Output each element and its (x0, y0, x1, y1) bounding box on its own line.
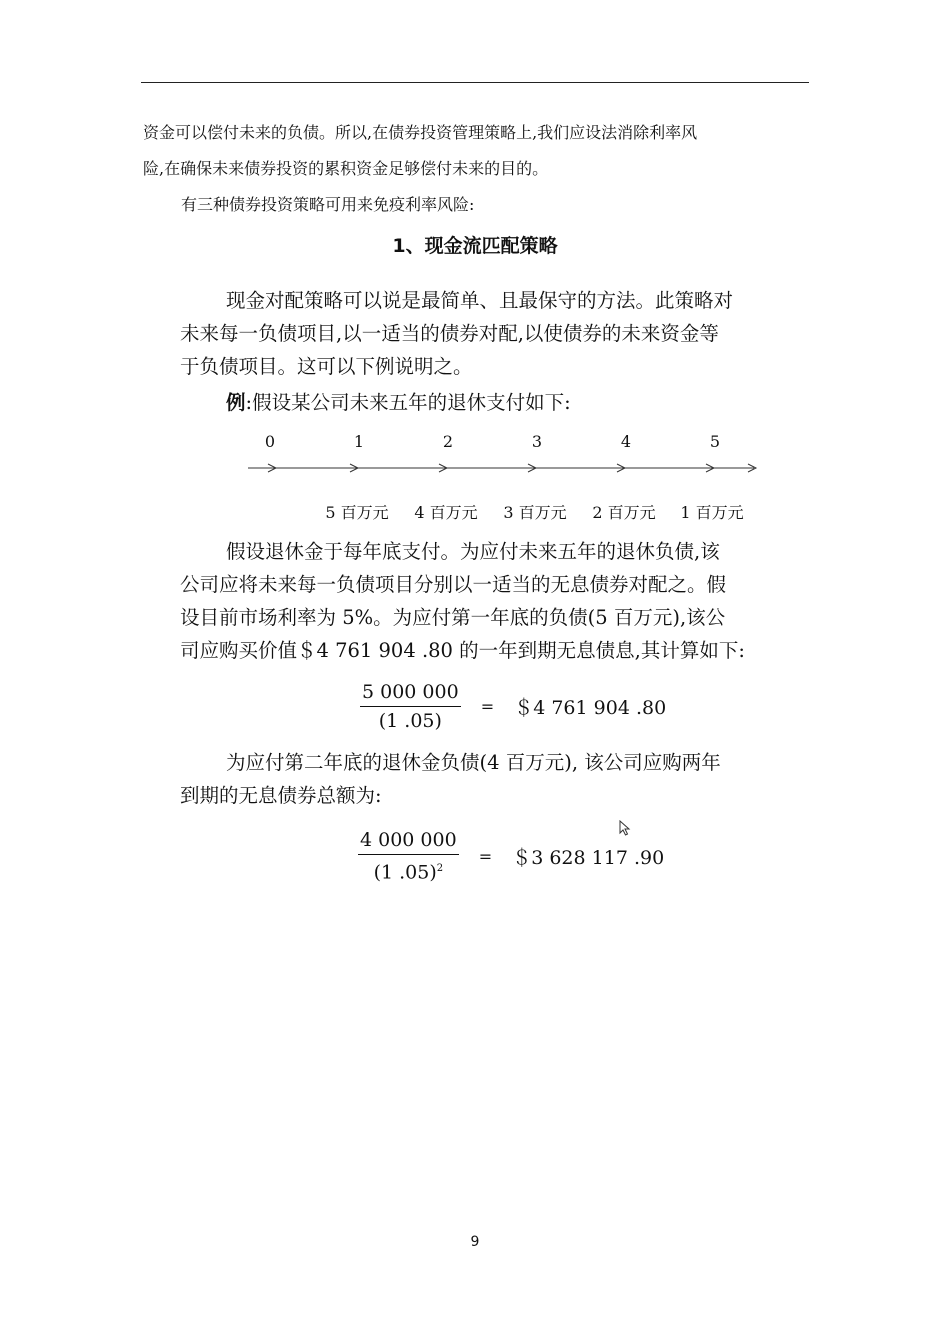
formula-2-equals: = (478, 846, 493, 866)
paragraph-6 (180, 746, 835, 812)
payment-timeline (246, 430, 766, 530)
paragraph-1 (143, 115, 823, 187)
timeline-amount-1: 5 百万元 (325, 503, 389, 522)
timeline-amount-5: 1 百万元 (680, 503, 744, 522)
example-text: :假设某公司未来五年的退休支付如下: (245, 391, 571, 414)
formula-2-result: ＄3 628 117 .90 (512, 846, 665, 869)
paragraph-1-line-1: 资金可以偿付未来的负债。所以,在债券投资管理策略上,我们应设法消除利率风 (143, 123, 698, 142)
formula-1-equals: = (480, 697, 495, 716)
formula-2-numerator: 4 000 000 (358, 828, 459, 855)
timeline-tick-3: 3 (531, 432, 543, 451)
section-heading: 1、现金流匹配策略 (392, 235, 558, 257)
timeline-tick-5: 5 (709, 432, 721, 451)
timeline-amount-4: 2 百万元 (592, 503, 656, 522)
formula-1-denominator: (1 .05) (378, 710, 442, 732)
paragraph-5-line-4: 司应购买价值＄4 761 904 .80 的一年到期无息债息,其计算如下: (180, 639, 745, 662)
paragraph-6-line-2: 到期的无息债券总额为: (180, 784, 382, 807)
paragraph-5 (180, 535, 835, 667)
paragraph-3-line-1: 现金对配策略可以说是最简单、且最保守的方法。此策略对 (226, 289, 734, 312)
paragraph-5-line-3: 设目前市场利率为 5%。为应付第一年底的负债(5 百万元),该公 (180, 606, 726, 629)
timeline-tick-1: 1 (353, 432, 365, 451)
paragraph-5-line-1: 假设退休金于每年底支付。为应付未来五年的退休负债,该 (226, 540, 720, 563)
paragraph-6-line-1: 为应付第二年底的退休金负债(4 百万元), 该公司应购两年 (226, 751, 721, 774)
paragraph-3 (180, 284, 835, 383)
timeline-tick-0: 0 (264, 432, 276, 451)
mouse-pointer-icon (619, 820, 631, 840)
timeline-tick-4: 4 (620, 432, 632, 451)
formula-2-denominator (358, 855, 459, 884)
paragraph-3-line-2: 未来每一负债项目,以一适当的债券对配,以使债券的未来资金等 (180, 322, 719, 345)
formula-1-fraction (360, 680, 461, 733)
page-number: 9 (470, 1234, 480, 1250)
paragraph-2-text: 有三种债券投资策略可用来免疫利率风险: (181, 195, 475, 214)
header-rule (141, 82, 809, 83)
formula-1 (360, 680, 666, 733)
example-intro (180, 386, 835, 419)
timeline-tick-2: 2 (442, 432, 454, 451)
paragraph-3-line-3: 于负债项目。这可以下例说明之。 (180, 355, 473, 378)
formula-2-fraction (358, 828, 459, 884)
paragraph-5-line-2: 公司应将未来每一负债项目分别以一适当的无息债券对配之。假 (180, 573, 727, 596)
formula-2-denominator-base: (1 .05) (373, 861, 437, 884)
paragraph-2 (143, 187, 823, 223)
formula-1-numerator: 5 000 000 (360, 680, 461, 707)
formula-1-result: ＄4 761 904 .80 (514, 697, 667, 719)
formula-2-exponent: 2 (436, 863, 444, 874)
timeline-axis (246, 430, 766, 490)
example-label: 例 (226, 391, 246, 414)
timeline-amount-3: 3 百万元 (503, 503, 567, 522)
timeline-amount-2: 4 百万元 (414, 503, 478, 522)
paragraph-1-line-2: 险,在确保未来债券投资的累积资金足够偿付未来的目的。 (143, 159, 549, 178)
